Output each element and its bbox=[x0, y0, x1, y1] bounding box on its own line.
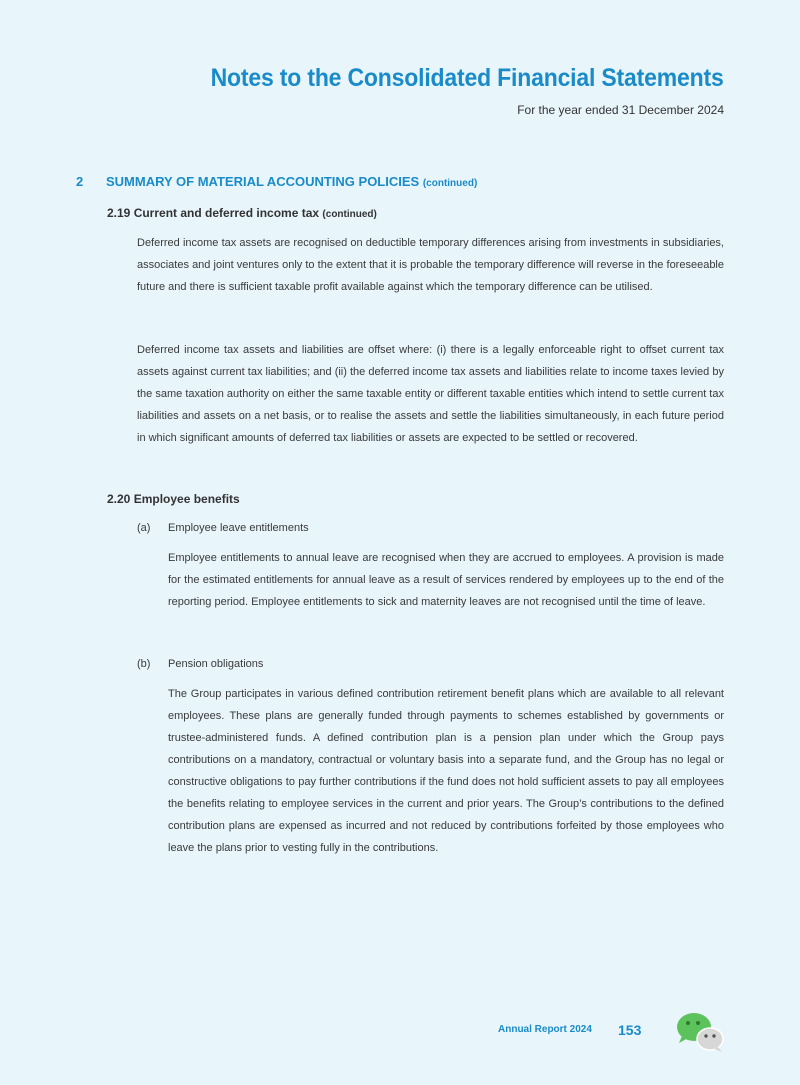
item-title: Pension obligations bbox=[168, 658, 264, 670]
footer-report-label: Annual Report 2024 bbox=[498, 1024, 592, 1035]
subsection-heading-2-20: 2.20 Employee benefits bbox=[107, 492, 240, 506]
item-letter: (b) bbox=[137, 658, 151, 670]
section-number: 2 bbox=[76, 174, 84, 189]
item-title: Employee leave entitlements bbox=[168, 522, 309, 534]
section-continued: (continued) bbox=[422, 178, 478, 189]
paragraph-offset-conditions: Deferred income tax assets and liabilities are offset where: (i) there is a legally enforceable right to offset current tax assets against current tax liabilities; and (ii) the deferred income tax assets and liabilities relate to income taxes levied by the same taxation authority on either the same taxable entity or different taxable entities which intend to settle current tax liabilities and assets on a net basis, or to realise the assets and settle the liabilities simultaneously, in each future period in which significant amounts of deferred tax liabilities or assets are expected to be settled or recovered. bbox=[137, 344, 724, 444]
page-subtitle: For the year ended 31 December 2024 bbox=[517, 103, 724, 117]
subsection-title: 2.19 Current and deferred income tax bbox=[107, 206, 320, 220]
item-heading-b bbox=[137, 658, 263, 670]
item-letter: (a) bbox=[137, 522, 151, 534]
paragraph-leave-entitlements: Employee entitlements to annual leave are recognised when they are accrued to employees. A provision is made for the estimated entitlements for annual leave as a result of services rendered by employees up to the end of the reporting period. Employee entitlements to sick and maternity leaves are not recognised until the time of leave. bbox=[168, 552, 724, 608]
item-heading-a bbox=[137, 522, 309, 534]
page-title: Notes to the Consolidated Financial Statements bbox=[211, 64, 724, 92]
page-number: 153 bbox=[618, 1022, 642, 1038]
section-heading bbox=[76, 174, 477, 189]
subsection-continued: (continued) bbox=[322, 209, 377, 220]
subsection-heading-2-19 bbox=[107, 206, 377, 220]
section-title: SUMMARY OF MATERIAL ACCOUNTING POLICIES bbox=[106, 174, 420, 189]
chat-bubbles-icon bbox=[676, 1012, 724, 1052]
paragraph-pension-obligations: The Group participates in various defined contribution retirement benefit plans which are available to all relevant employees. These plans are generally funded through payments to schemes established by governments or trustee-administered funds. A defined contribution plan is a pension plan under which the Group pays contributions on a mandatory, contractual or voluntary basis into a separate fund, and the Group has no legal or constructive obligations to pay further contributions if the fund does not hold sufficient assets to pay all employees the benefits relating to employee services in the current and prior years. The Group’s contributions to the defined contribution plans are expensed as incurred and not reduced by contributions forfeited by those employees who leave the plans prior to vesting fully in the contributions. bbox=[168, 688, 724, 854]
paragraph-deferred-tax-assets: Deferred income tax assets are recognised on deductible temporary differences arising from investments in subsidiaries, associates and joint ventures only to the extent that it is probable the temporary difference will reverse in the foreseeable future and there is sufficient taxable profit available against which the temporary difference can be utilised. bbox=[137, 237, 724, 293]
